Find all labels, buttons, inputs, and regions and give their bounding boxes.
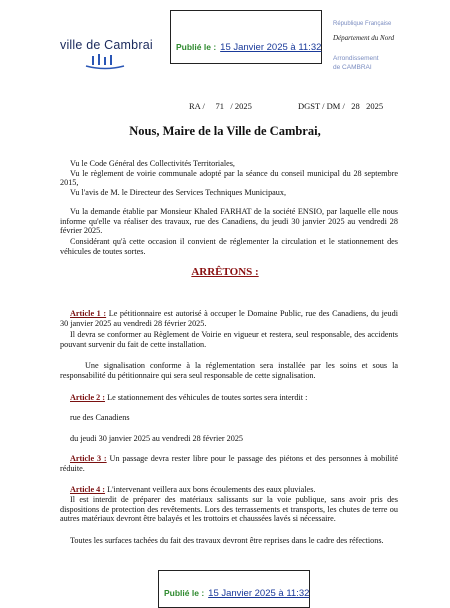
considerant-paragraph: Considérant qu'à cette occasion il convient de réglementer la circulation et le stationnement des véhicules de toutes sortes.: [60, 237, 398, 256]
article-4-p3: Toutes les surfaces tachées du fait des travaux devront être reprises dans le cadre des réfections.: [70, 536, 384, 545]
arretons-heading: ARRÊTONS :: [191, 266, 259, 278]
dgst-reference: DGST / DM / 28 2025: [298, 101, 384, 111]
article-4-label: Article 4 :: [70, 485, 106, 494]
stamp-label: Publié le :: [176, 42, 217, 52]
article-2-dates: du jeudi 30 janvier 2025 au vendredi 28 février 2025: [70, 434, 244, 443]
article-2-street: rue des Canadiens: [70, 413, 130, 422]
ra-reference: RA / 71 / 2025: [189, 101, 252, 111]
vu-item: Vu le règlement de voirie communale adopté par la séance du conseil municipal du 28 septembre 2015,: [60, 168, 398, 188]
stamp-label: Publié le :: [164, 588, 205, 598]
stamp-date[interactable]: 15 Janvier 2025 à 11:32: [208, 588, 310, 599]
republique-text: République Française: [333, 21, 392, 27]
article-2-label: Article 2 :: [70, 393, 106, 402]
article-1-p3: Une signalisation conforme à la réglementation sera installée par les soins et sous la responsabilité du pétitionnaire qui sera seul responsable de cette signalisation.: [60, 361, 398, 380]
article-3-label: Article 3 :: [70, 454, 107, 463]
demande-paragraph: Vu la demande établie par Monsieur Khaled FARHAT de la société ENSIO, par laquelle elle nous informe qu'elle va réaliser des travaux, rue des Canadiens, du jeudi 30 janvier 2025 au vendredi 28 février 2025.: [60, 207, 398, 236]
article-3: Article 3 : Un passage devra rester libre pour le passage des piétons et des personnes à mobilité réduite.: [60, 454, 398, 473]
publication-stamp-bottom: [158, 570, 310, 608]
arrondissement-text: Arrondissement de CAMBRAI: [333, 55, 379, 71]
article-4-p2: Il est interdit de préparer des matériaux salissants sur la voie publique, sans avoir pris des dispositions de protection des revêtements. Lors des terrassements et transports, les chutes de terre ou autres matériaux devront être balayés et les trottoirs et chaussées lavés si nécessaire.: [60, 495, 398, 524]
stamp-date[interactable]: 15 Janvier 2025 à 11:32: [220, 42, 322, 53]
article-1-p2: Il devra se conformer au Règlement de Voirie en vigueur et restera, seul responsable, des accidents pouvant survenir du fait de cette installation.: [60, 330, 398, 349]
vu-list: [60, 159, 398, 197]
article-1-label: Article 1 :: [70, 309, 107, 318]
vu-item: Vu le Code Général des Collectivités Territoriales,: [70, 159, 235, 168]
page-title: Nous, Maire de la Ville de Cambrai,: [129, 124, 321, 138]
departement-text: Département du Nord: [333, 34, 395, 42]
city-logo-icon: [85, 53, 125, 71]
publication-stamp-top: [170, 10, 322, 64]
vu-item: Vu l'avis de M. le Directeur des Services Techniques Municipaux,: [70, 187, 287, 197]
article-4: Article 4 : L'intervenant veillera aux bons écoulements des eaux pluviales.: [70, 485, 316, 494]
logo-text: ville de Cambrai: [60, 38, 153, 52]
article-1: Article 1 : Le pétitionnaire est autorisé à occuper le Domaine Public, rue des Canadiens, du jeudi 30 janvier 2025 au vendredi 28 février 2025.: [60, 309, 398, 328]
article-2: Article 2 : Le stationnement des véhicules de toutes sortes sera interdit :: [70, 393, 308, 402]
